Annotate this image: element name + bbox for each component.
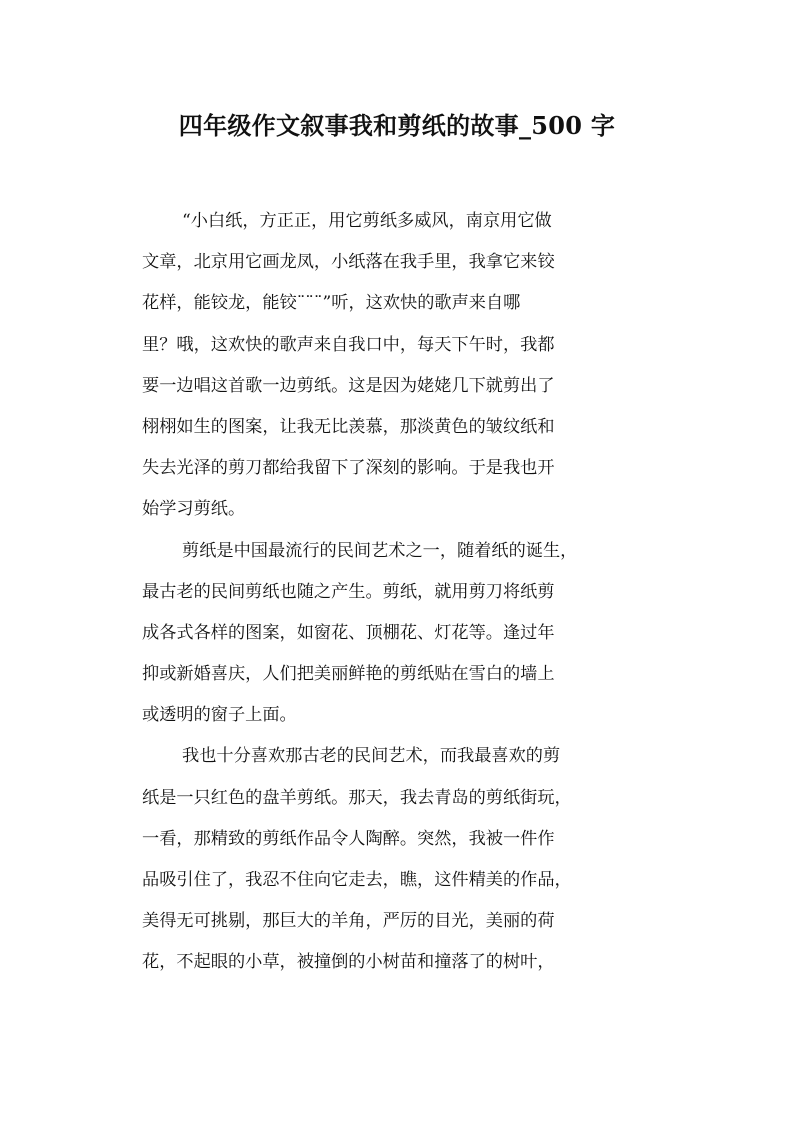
text-line: 失去光泽的剪刀都给我留下了深刻的影响。于是我也开 <box>142 458 555 479</box>
text-line: 花，不起眼的小草，被撞倒的小树苗和撞落了的树叶， <box>142 952 555 973</box>
text-line: 美得无可挑剔，那巨大的羊角，严厉的目光，美丽的荷 <box>142 911 555 932</box>
text-line: 抑或新婚喜庆，人们把美丽鲜艳的剪纸贴在雪白的墙上 <box>142 664 555 685</box>
text-line: 最古老的民间剪纸也随之产生。剪纸，就用剪刀将纸剪 <box>142 581 555 602</box>
text-line: 始学习剪纸。 <box>142 499 246 520</box>
text-line: 或透明的窗子上面。 <box>142 705 297 726</box>
text-line: 纸是一只红色的盘羊剪纸。那天，我去青岛的剪纸街玩， <box>142 787 572 808</box>
text-line: 剪纸是中国最流行的民间艺术之一，随着纸的诞生， <box>182 540 578 561</box>
text-line: 花样，能铰龙，能铰¨¨¨”听，这欢快的歌声来自哪 <box>142 293 521 314</box>
document-body <box>142 201 654 984</box>
text-line: 里？哦，这欢快的歌声来自我口中，每天下午时，我都 <box>142 334 555 355</box>
text-line: 栩栩如生的图案，让我无比羡慕，那淡黄色的皱纹纸和 <box>142 416 555 437</box>
document-title: 四年级作文叙事我和剪纸的故事_500 字 <box>178 111 616 140</box>
text-line: 要一边唱这首歌一边剪纸。这是因为姥姥几下就剪出了 <box>142 375 555 396</box>
text-line: 我也十分喜欢那古老的民间艺术，而我最喜欢的剪 <box>182 746 561 767</box>
text-line: “小白纸，方正正，用它剪纸多威风，南京用它做 <box>182 211 552 231</box>
text-line: 品吸引住了，我忍不住向它走去，瞧，这件精美的作品， <box>142 870 572 890</box>
text-line: 文章，北京用它画龙凤，小纸落在我手里，我拿它来铰 <box>142 252 555 273</box>
text-line: 一看，那精致的剪纸作品令人陶醉。突然，我被一件作 <box>142 828 555 849</box>
text-line: 成各式各样的图案，如窗花、顶棚花、灯花等。逢过年 <box>142 622 555 643</box>
